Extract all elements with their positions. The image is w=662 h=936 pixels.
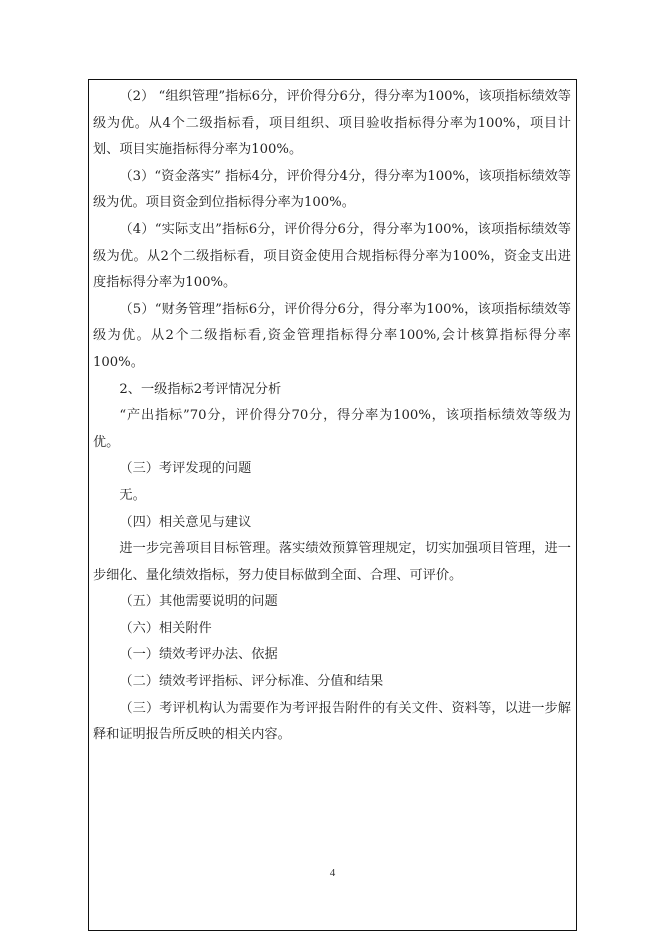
document-frame bbox=[88, 79, 577, 931]
paragraph-actual-expenditure: （4）“实际支出”指标6分，评价得分6分，得分率为100%，该项指标绩效等级为优。从2个二级指标看，项目资金使用合规指标得分率为100%，资金支出进度指标得分率为100%。 bbox=[93, 221, 571, 291]
paragraph-none: 无。 bbox=[119, 487, 146, 503]
attachment-item-3: （三）考评机构认为需要作为考评报告附件的有关文件、资料等，以进一步解释和证明报告所反映的相关内容。 bbox=[93, 700, 571, 743]
paragraph-suggestions: 进一步完善项目目标管理。落实绩效预算管理规定，切实加强项目管理，进一步细化、量化绩效指标，努力使目标做到全面、合理、可评价。 bbox=[93, 541, 571, 583]
attachment-item-2: （二）绩效考评指标、评分标准、分值和结果 bbox=[119, 674, 384, 690]
paragraph-output-indicator: “产出指标”70分，评价得分70分，得分率为100%，该项指标绩效等级为优。 bbox=[93, 408, 571, 450]
attachment-item-1: （一）绩效考评办法、依据 bbox=[119, 647, 278, 663]
heading-other-issues: （五）其他需要说明的问题 bbox=[119, 594, 278, 610]
paragraph-fund-implementation: （3）“资金落实” 指标4分，评价得分4分，得分率为100%，该项指标绩效等级为优。项目资金到位指标得分率为100%。 bbox=[93, 168, 571, 211]
heading-problems-found: （三）考评发现的问题 bbox=[119, 461, 252, 477]
paragraph-organization-management: （2） “组织管理”指标6分，评价得分6分，得分率为100%，该项指标绩效等级为优。从4个二级指标看，项目组织、项目验收指标得分率为100%，项目计划、项目实施指标得分率为100%。 bbox=[93, 89, 571, 158]
heading-attachments: （六）相关附件 bbox=[119, 620, 212, 636]
heading-indicator-2-analysis: 2、一级指标2考评情况分析 bbox=[119, 381, 282, 397]
heading-suggestions: （四）相关意见与建议 bbox=[119, 514, 252, 530]
document-body bbox=[93, 84, 571, 749]
page-number: 4 bbox=[329, 867, 336, 879]
paragraph-financial-management: （5）“财务管理”指标6分，评价得分6分，得分率为100%，该项指标绩效等级为优。从2个二级指标看,资金管理指标得分率100%,会计核算指标得分率100%。 bbox=[93, 301, 571, 370]
